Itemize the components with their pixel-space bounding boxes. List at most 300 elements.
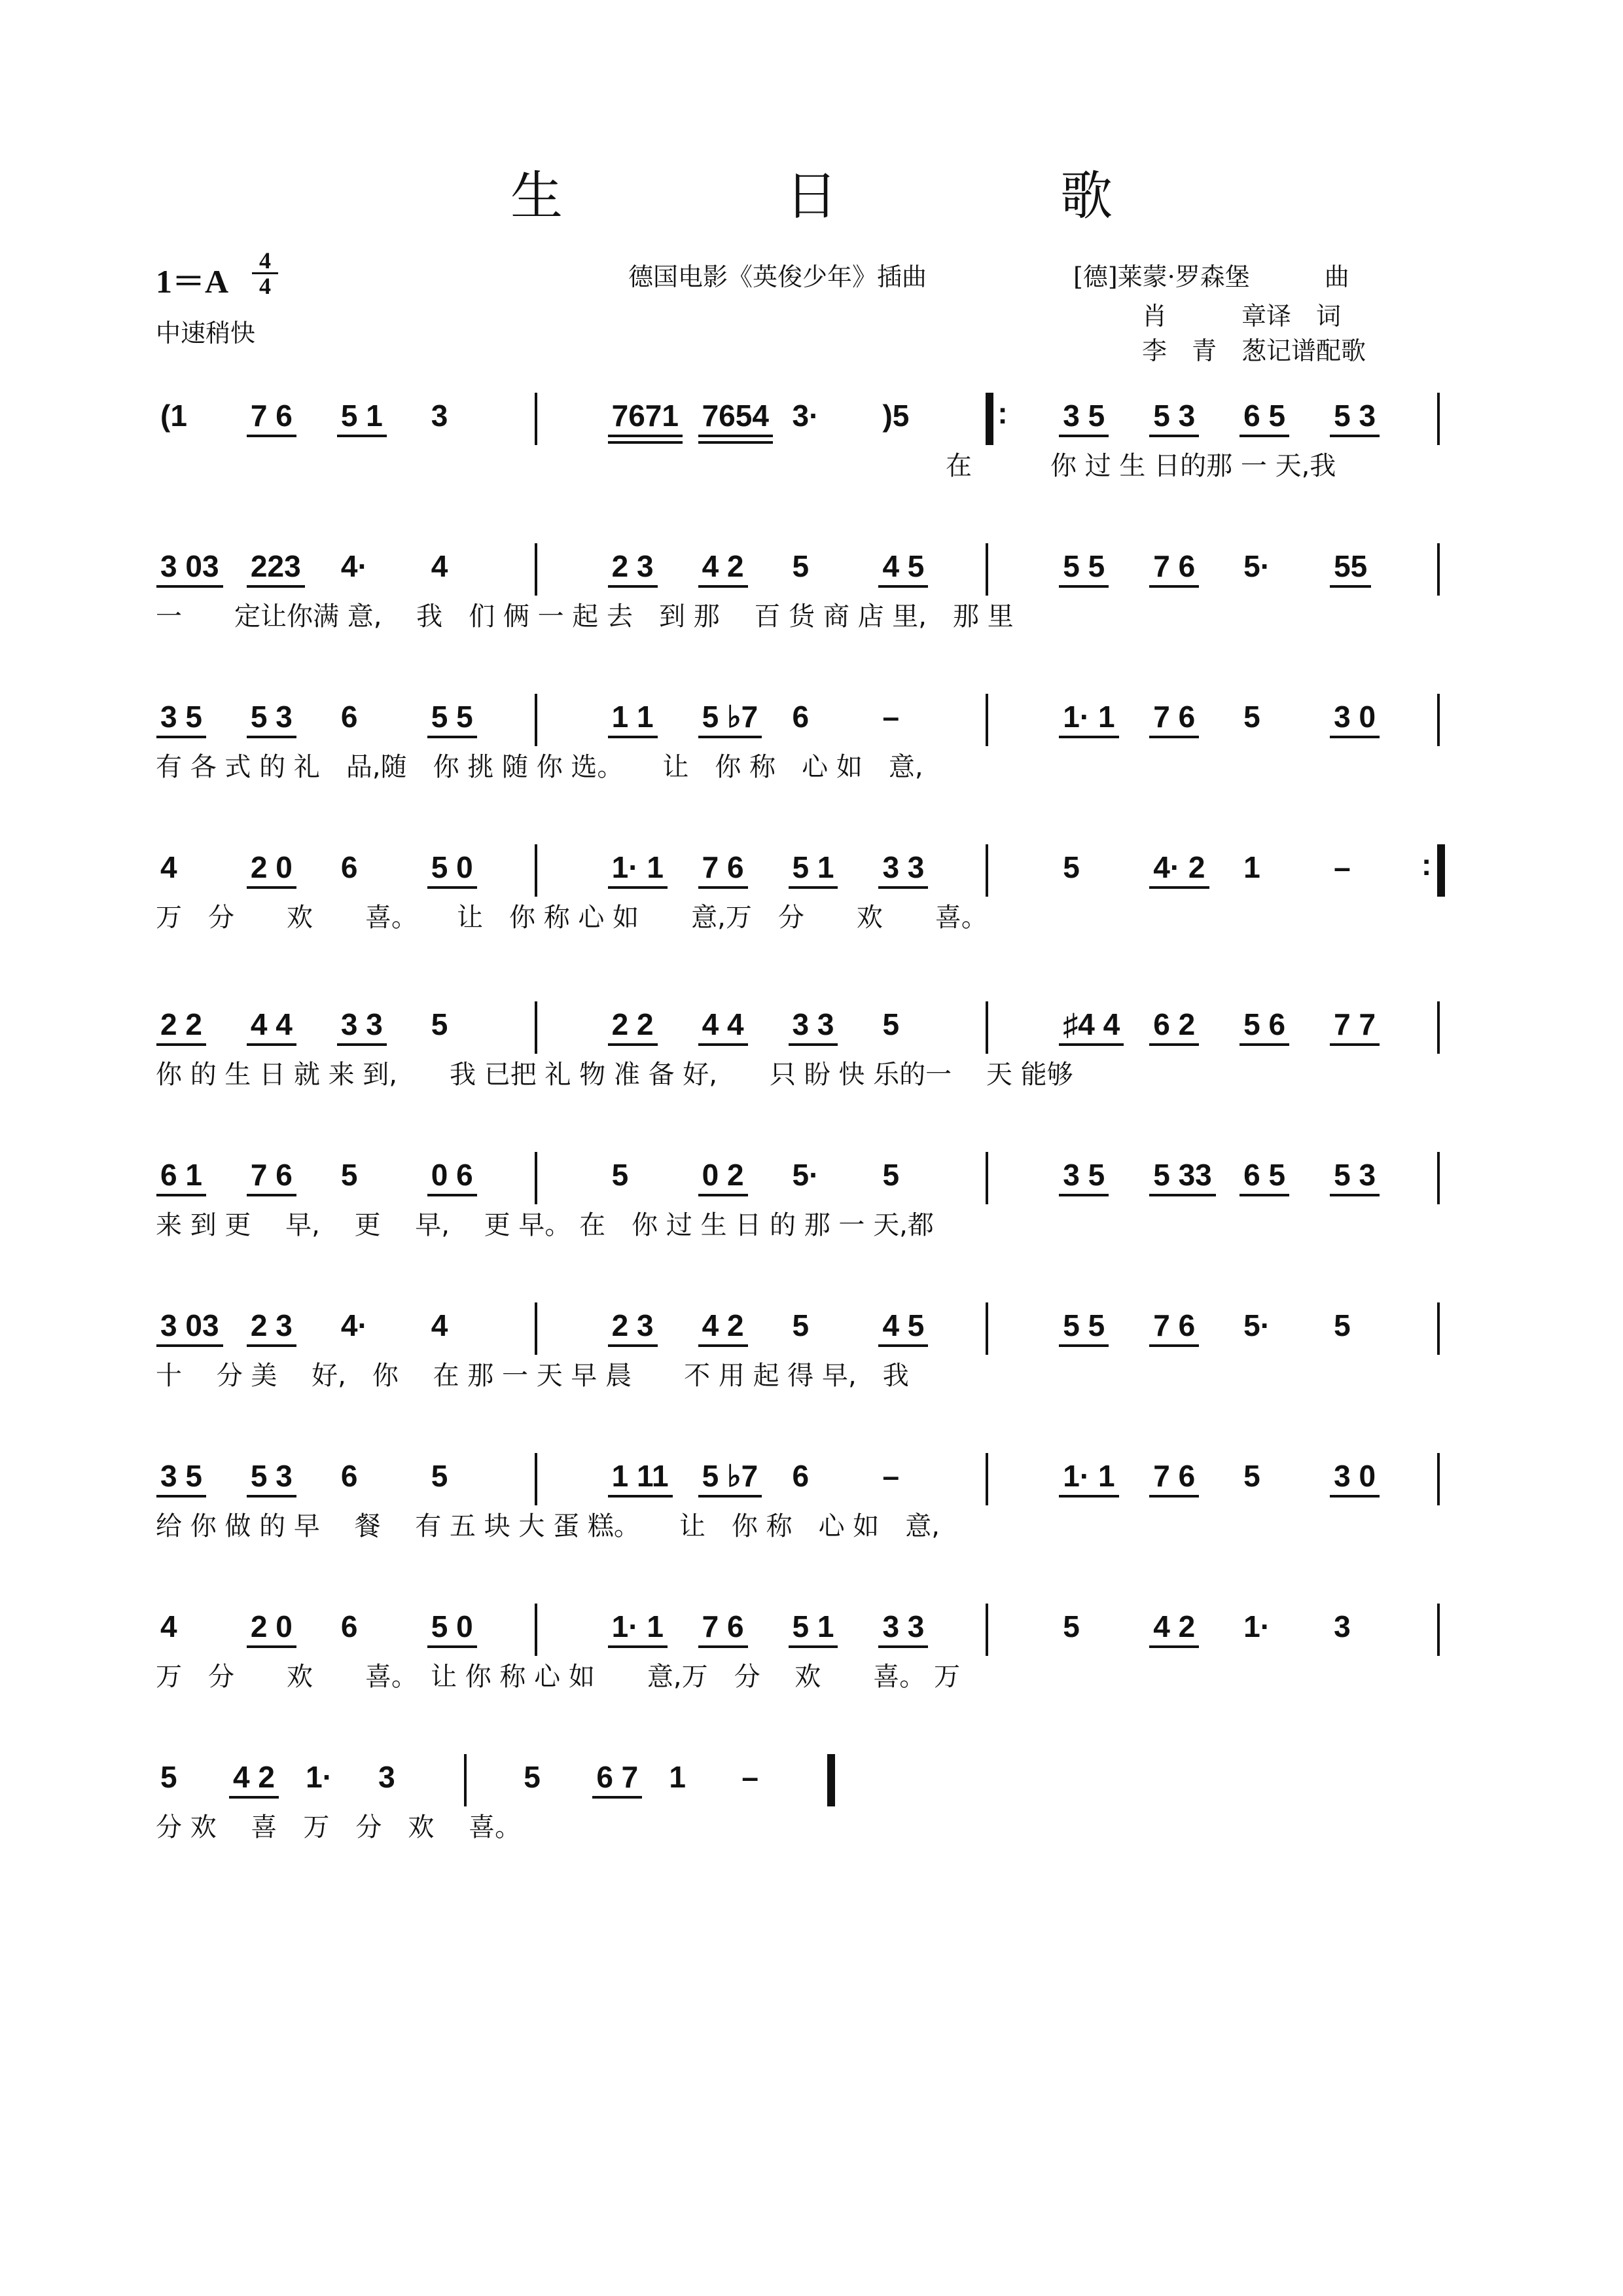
note-group bbox=[596, 1762, 638, 1792]
note-text: 0 6 bbox=[431, 1158, 473, 1192]
note-group bbox=[431, 401, 448, 431]
note-group bbox=[160, 1310, 219, 1340]
beam-line bbox=[247, 1043, 296, 1046]
note-group bbox=[251, 1160, 293, 1190]
beam-line bbox=[1149, 1495, 1199, 1498]
note-group bbox=[1063, 852, 1080, 882]
barline bbox=[986, 1302, 988, 1355]
barline bbox=[535, 393, 537, 445]
note-text: 7 6 bbox=[250, 1158, 293, 1192]
note-group bbox=[793, 1611, 834, 1641]
lyrics-row bbox=[0, 905, 1623, 944]
beam-line bbox=[878, 886, 928, 889]
note-text: 5 3 bbox=[250, 1459, 293, 1493]
beam-line bbox=[698, 1645, 748, 1648]
note-text: 6 bbox=[340, 850, 358, 884]
note-group bbox=[341, 1310, 368, 1340]
note-group bbox=[251, 1310, 293, 1340]
note-group bbox=[1063, 1611, 1080, 1641]
note-text: 4 bbox=[160, 1609, 177, 1643]
note-group bbox=[431, 1310, 448, 1340]
beam-line bbox=[1330, 435, 1380, 437]
note-text: 5 0 bbox=[431, 1609, 473, 1643]
note-text: (1 bbox=[160, 399, 187, 433]
lyric-line: 万 分 欢 喜。 让 你 称 心 如 意,万 分 欢 喜。 bbox=[156, 903, 988, 933]
note-group bbox=[431, 1461, 448, 1491]
lyrics-row bbox=[0, 453, 1623, 492]
note-group bbox=[1153, 852, 1205, 882]
note-text: 7 6 bbox=[1153, 1308, 1196, 1342]
note-group bbox=[251, 1461, 293, 1491]
note-text: 5 33 bbox=[1153, 1158, 1212, 1192]
note-group bbox=[431, 1611, 473, 1641]
barline bbox=[1437, 1001, 1440, 1054]
note-text: 6 5 bbox=[1243, 399, 1286, 433]
note-group bbox=[160, 852, 177, 882]
note-group bbox=[160, 401, 187, 431]
barline bbox=[1437, 1604, 1440, 1656]
barline bbox=[535, 694, 537, 746]
beam-line bbox=[247, 886, 296, 889]
barline bbox=[986, 1604, 988, 1656]
note-text: 4 4 bbox=[250, 1007, 293, 1041]
beam-line bbox=[156, 1495, 206, 1498]
lyrics-row bbox=[0, 754, 1623, 793]
note-group bbox=[1334, 401, 1376, 431]
note-group bbox=[1063, 702, 1115, 732]
beam-line bbox=[878, 1645, 928, 1648]
beam-line bbox=[698, 435, 773, 437]
lyric-line: 十 分 美 好, 你 在 那 一 天 早 晨 不 用 起 得 早, 我 bbox=[156, 1361, 909, 1391]
lyric-line: 给 你 做 的 早 餐 有 五 块 大 蛋 糕。 让 你 称 心 如 意, bbox=[156, 1511, 940, 1541]
barline bbox=[1437, 543, 1440, 596]
barline bbox=[464, 1754, 467, 1806]
beam-line bbox=[1149, 886, 1209, 889]
note-text: 5 ♭7 bbox=[702, 700, 758, 734]
note-group bbox=[612, 1611, 664, 1641]
note-text: 7 6 bbox=[702, 1609, 744, 1643]
note-text: 4 bbox=[431, 1308, 448, 1342]
note-text: 2 2 bbox=[611, 1007, 654, 1041]
note-group bbox=[1153, 1160, 1212, 1190]
beam-line bbox=[427, 886, 477, 889]
note-text: 7 6 bbox=[1153, 1459, 1196, 1493]
barline bbox=[986, 844, 988, 897]
note-group bbox=[1153, 401, 1195, 431]
note-group bbox=[1063, 1461, 1115, 1491]
note-group bbox=[882, 1310, 924, 1340]
note-group bbox=[612, 551, 654, 581]
note-group bbox=[378, 1762, 395, 1792]
beam-line bbox=[1149, 1043, 1199, 1046]
note-text: – bbox=[741, 1760, 758, 1794]
note-text: 2 3 bbox=[611, 549, 654, 583]
barline bbox=[1437, 1152, 1440, 1204]
beam-line bbox=[247, 1645, 296, 1648]
note-text: 3 0 bbox=[1334, 1459, 1376, 1493]
note-text: 1· 1 bbox=[611, 1609, 664, 1643]
lyrics-row bbox=[0, 603, 1623, 643]
lyrics-row bbox=[0, 1814, 1623, 1854]
note-text: 5 1 bbox=[792, 850, 834, 884]
note-text: 5· bbox=[792, 1158, 819, 1192]
note-text: 2 3 bbox=[611, 1308, 654, 1342]
note-text: 5 ♭7 bbox=[702, 1459, 758, 1493]
lyric-line: 在 你 过 生 日的那 一 天,我 bbox=[946, 451, 1336, 481]
note-text: 0 2 bbox=[702, 1158, 744, 1192]
note-group bbox=[669, 1762, 686, 1792]
barline bbox=[986, 543, 988, 596]
note-group bbox=[160, 1611, 177, 1641]
note-group bbox=[431, 551, 448, 581]
beam-line bbox=[1240, 1194, 1289, 1196]
beam-line bbox=[698, 736, 762, 738]
note-text: 5 5 bbox=[1063, 1308, 1105, 1342]
note-group bbox=[1063, 1310, 1105, 1340]
lyric-line: 万 分 欢 喜。 让 你 称 心 如 意,万 分 欢 喜。 万 bbox=[156, 1662, 961, 1692]
note-text: 7671 bbox=[611, 399, 679, 433]
barline bbox=[535, 1453, 537, 1505]
note-group bbox=[341, 1611, 358, 1641]
note-text: 6 bbox=[340, 1609, 358, 1643]
note-text: 3· bbox=[792, 399, 819, 433]
note-text: 5· bbox=[1243, 1308, 1271, 1342]
beam-line bbox=[698, 1495, 762, 1498]
note-group bbox=[341, 401, 383, 431]
note-text: 2 0 bbox=[250, 850, 293, 884]
note-group bbox=[793, 702, 810, 732]
note-text: 1 bbox=[1243, 850, 1260, 884]
beam-line bbox=[1059, 1043, 1124, 1046]
beam-line bbox=[247, 435, 296, 437]
note-text: 1 bbox=[669, 1760, 686, 1794]
beam-line bbox=[427, 1645, 477, 1648]
barline bbox=[535, 844, 537, 897]
beam-line bbox=[789, 886, 838, 889]
note-text: 3 bbox=[431, 399, 448, 433]
barline bbox=[1437, 1453, 1440, 1505]
beam-line-double bbox=[608, 441, 683, 444]
note-text: 5 bbox=[431, 1007, 448, 1041]
note-group bbox=[341, 1461, 358, 1491]
note-text: 3 5 bbox=[1063, 399, 1105, 433]
note-group bbox=[793, 1009, 834, 1039]
note-text: 5 6 bbox=[1243, 1007, 1286, 1041]
note-text: 5 3 bbox=[250, 700, 293, 734]
note-group bbox=[882, 702, 899, 732]
note-group bbox=[882, 1009, 899, 1039]
note-text: 4 2 bbox=[1153, 1609, 1196, 1643]
note-text: 5 5 bbox=[1063, 549, 1105, 583]
note-group bbox=[612, 1160, 629, 1190]
note-group bbox=[793, 852, 834, 882]
note-text: 5 bbox=[340, 1158, 358, 1192]
note-text: 3 3 bbox=[792, 1007, 834, 1041]
beam-line bbox=[337, 1043, 387, 1046]
beam-line bbox=[156, 585, 223, 588]
note-group bbox=[341, 852, 358, 882]
note-group bbox=[702, 401, 769, 431]
tempo-marking: 中速稍快 bbox=[156, 319, 256, 348]
note-group bbox=[882, 1160, 899, 1190]
beam-line bbox=[247, 1344, 296, 1347]
double-barline bbox=[827, 1754, 835, 1806]
note-group bbox=[793, 551, 810, 581]
note-group bbox=[882, 1611, 924, 1641]
note-text: 55 bbox=[1334, 549, 1368, 583]
note-group bbox=[741, 1762, 758, 1792]
note-text: 4 4 bbox=[702, 1007, 744, 1041]
note-group bbox=[1243, 1611, 1270, 1641]
beam-line bbox=[789, 1645, 838, 1648]
note-text: 6 bbox=[792, 1459, 810, 1493]
note-group bbox=[251, 1611, 293, 1641]
note-group bbox=[702, 852, 744, 882]
note-group bbox=[612, 852, 664, 882]
beam-line bbox=[608, 1043, 658, 1046]
beam-line bbox=[337, 435, 387, 437]
note-text: 4 2 bbox=[702, 1308, 744, 1342]
note-group bbox=[1334, 702, 1376, 732]
note-text: 3 3 bbox=[340, 1007, 383, 1041]
note-group bbox=[1153, 1611, 1195, 1641]
beam-line bbox=[156, 1194, 206, 1196]
note-group bbox=[1243, 1310, 1270, 1340]
note-text: 6 1 bbox=[160, 1158, 202, 1192]
note-text: 3 5 bbox=[1063, 1158, 1105, 1192]
beam-line bbox=[1059, 585, 1109, 588]
beam-line bbox=[878, 1344, 928, 1347]
note-group bbox=[1334, 1461, 1376, 1491]
note-group bbox=[702, 1461, 758, 1491]
note-text: )5 bbox=[882, 399, 910, 433]
beam-line bbox=[608, 1495, 673, 1498]
beam-line bbox=[1149, 435, 1199, 437]
lyric-line: 有 各 式 的 礼 品,随 你 挑 随 你 选。 让 你 称 心 如 意, bbox=[156, 752, 923, 782]
note-text: 4 bbox=[431, 549, 448, 583]
barline bbox=[535, 1152, 537, 1204]
note-text: 6 7 bbox=[596, 1760, 639, 1794]
note-group bbox=[431, 852, 473, 882]
note-group bbox=[1243, 401, 1285, 431]
beam-line bbox=[156, 1344, 223, 1347]
note-text: 5 bbox=[882, 1007, 900, 1041]
beam-line bbox=[1059, 1344, 1109, 1347]
lyrics-row bbox=[0, 1363, 1623, 1402]
time-numerator: 4 bbox=[259, 247, 271, 274]
note-group bbox=[793, 401, 819, 431]
note-group bbox=[612, 1009, 654, 1039]
note-group bbox=[612, 1310, 654, 1340]
note-text: – bbox=[1334, 850, 1351, 884]
barline bbox=[1437, 1302, 1440, 1355]
note-group bbox=[702, 1160, 744, 1190]
beam-line-double bbox=[698, 441, 773, 444]
note-text: 5 3 bbox=[1334, 1158, 1376, 1192]
note-text: 1· 1 bbox=[1063, 1459, 1115, 1493]
beam-line bbox=[1240, 1043, 1289, 1046]
source-note: 德国电影《英俊少年》插曲 bbox=[628, 262, 927, 291]
note-group bbox=[251, 401, 293, 431]
note-group bbox=[1243, 1009, 1285, 1039]
barline bbox=[535, 1302, 537, 1355]
note-text: 5 0 bbox=[431, 850, 473, 884]
barline bbox=[986, 1152, 988, 1204]
note-group bbox=[702, 702, 758, 732]
note-text: 2 0 bbox=[250, 1609, 293, 1643]
note-text: 4· bbox=[340, 1308, 368, 1342]
note-text: 1· bbox=[306, 1760, 332, 1794]
beam-line bbox=[698, 1043, 748, 1046]
note-text: 4 5 bbox=[882, 549, 925, 583]
lyrics-row bbox=[0, 1513, 1623, 1552]
lyrics-row bbox=[0, 1212, 1623, 1251]
note-group bbox=[793, 1461, 810, 1491]
note-text: 6 bbox=[792, 700, 810, 734]
note-group bbox=[882, 1461, 899, 1491]
beam-line bbox=[229, 1796, 279, 1799]
arranger-credit: 李 青 葱记谱配歌 bbox=[1142, 336, 1366, 365]
note-group bbox=[341, 702, 358, 732]
note-group bbox=[431, 1160, 473, 1190]
note-group bbox=[341, 551, 368, 581]
note-text: 223 bbox=[250, 549, 301, 583]
beam-line bbox=[608, 585, 658, 588]
note-group bbox=[1243, 1160, 1285, 1190]
note-text: 5 bbox=[611, 1158, 629, 1192]
barline bbox=[535, 1604, 537, 1656]
note-text: 6 2 bbox=[1153, 1007, 1196, 1041]
note-text: ♯4 4 bbox=[1063, 1007, 1120, 1041]
note-group bbox=[1334, 1611, 1351, 1641]
beam-line bbox=[1149, 1344, 1199, 1347]
note-text: 5 bbox=[1243, 1459, 1260, 1493]
beam-line bbox=[1330, 736, 1380, 738]
note-group bbox=[1243, 852, 1260, 882]
note-group bbox=[251, 1009, 293, 1039]
note-text: 5 1 bbox=[792, 1609, 834, 1643]
note-group bbox=[1153, 1009, 1195, 1039]
beam-line bbox=[247, 736, 296, 738]
note-text: 5 bbox=[1063, 1609, 1080, 1643]
note-text: 5· bbox=[1243, 549, 1271, 583]
note-text: 1· 1 bbox=[611, 850, 664, 884]
note-text: 6 bbox=[340, 1459, 358, 1493]
note-group bbox=[1063, 1160, 1105, 1190]
note-text: 7 7 bbox=[1334, 1007, 1376, 1041]
note-text: 3 bbox=[378, 1760, 395, 1794]
note-group bbox=[1334, 1160, 1376, 1190]
beam-line bbox=[156, 1043, 206, 1046]
note-group bbox=[431, 702, 473, 732]
repeat-dots: : bbox=[997, 396, 1008, 430]
note-group bbox=[251, 852, 293, 882]
note-text: 7 6 bbox=[702, 850, 744, 884]
beam-line bbox=[1149, 736, 1199, 738]
note-text: 4 2 bbox=[233, 1760, 275, 1794]
beam-line bbox=[156, 736, 206, 738]
note-text: – bbox=[882, 700, 900, 734]
note-text: 3 0 bbox=[1334, 700, 1376, 734]
note-text: 5 bbox=[792, 549, 810, 583]
lyric-line: 一 定让你满 意, 我 们 俩 一 起 去 到 那 百 货 商 店 里, 那 里 bbox=[156, 601, 1014, 632]
time-signature bbox=[252, 249, 278, 298]
beam-line bbox=[247, 1194, 296, 1196]
note-text: 1 11 bbox=[611, 1459, 669, 1493]
note-group bbox=[1153, 1461, 1195, 1491]
note-group bbox=[793, 1160, 819, 1190]
note-group bbox=[1334, 1009, 1376, 1039]
note-text: 3 3 bbox=[882, 1609, 925, 1643]
note-group bbox=[160, 1762, 177, 1792]
composer-credit: [德]莱蒙·罗森堡 曲 bbox=[1073, 262, 1349, 291]
beam-line bbox=[592, 1796, 642, 1799]
note-text: 3 5 bbox=[160, 700, 202, 734]
note-group bbox=[612, 1461, 669, 1491]
note-text: – bbox=[882, 1459, 900, 1493]
beam-line bbox=[1059, 1194, 1109, 1196]
note-text: 3 5 bbox=[160, 1459, 202, 1493]
beam-line bbox=[1330, 585, 1371, 588]
lyricist-credit: 肖 章译 词 bbox=[1142, 302, 1342, 331]
beam-line bbox=[427, 736, 477, 738]
note-group bbox=[233, 1762, 275, 1792]
key-signature: 1＝A bbox=[156, 263, 229, 300]
note-text: 5 3 bbox=[1334, 399, 1376, 433]
note-text: 5 bbox=[792, 1308, 810, 1342]
beam-line bbox=[1149, 1645, 1199, 1648]
note-text: 5 bbox=[882, 1158, 900, 1192]
note-group bbox=[702, 1611, 744, 1641]
beam-line bbox=[1059, 736, 1118, 738]
beam-line bbox=[789, 1043, 838, 1046]
note-group bbox=[1153, 551, 1195, 581]
note-text: 6 5 bbox=[1243, 1158, 1286, 1192]
barline bbox=[535, 543, 537, 596]
note-text: 3 03 bbox=[160, 549, 219, 583]
note-text: 5 bbox=[160, 1760, 177, 1794]
note-group bbox=[251, 702, 293, 732]
note-group bbox=[882, 401, 909, 431]
note-group bbox=[160, 1461, 202, 1491]
note-text: 7 6 bbox=[1153, 549, 1196, 583]
beam-line bbox=[608, 1645, 668, 1648]
note-group bbox=[160, 1009, 202, 1039]
note-group bbox=[306, 1762, 332, 1792]
note-group bbox=[1063, 1009, 1120, 1039]
note-group bbox=[1243, 1461, 1260, 1491]
beam-line bbox=[1059, 1495, 1118, 1498]
barline bbox=[1437, 393, 1440, 445]
beam-line bbox=[1059, 435, 1109, 437]
note-group bbox=[160, 551, 219, 581]
note-group bbox=[702, 1009, 744, 1039]
lyric-line: 分 欢 喜 万 分 欢 喜。 bbox=[156, 1812, 522, 1842]
beam-line bbox=[608, 736, 658, 738]
note-text: 4 2 bbox=[702, 549, 744, 583]
note-group bbox=[1153, 702, 1195, 732]
barline bbox=[535, 1001, 537, 1054]
note-text: 4· bbox=[340, 549, 368, 583]
note-text: 2 2 bbox=[160, 1007, 202, 1041]
note-text: 4· 2 bbox=[1153, 850, 1205, 884]
barline bbox=[986, 1453, 988, 1505]
note-text: 3 bbox=[1334, 1609, 1351, 1643]
note-group bbox=[612, 702, 654, 732]
repeat-dots: : bbox=[1421, 848, 1432, 882]
note-group bbox=[1334, 551, 1367, 581]
note-group bbox=[1243, 551, 1270, 581]
